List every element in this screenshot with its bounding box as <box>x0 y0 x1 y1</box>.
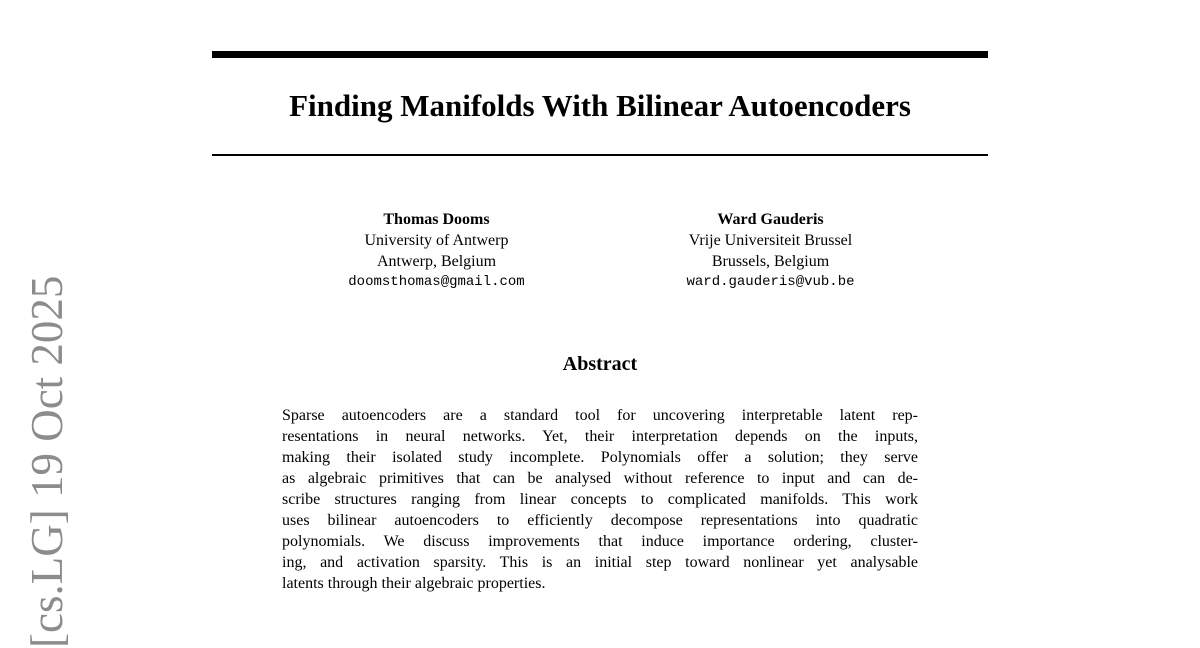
abstract-body <box>282 405 918 594</box>
abstract-line: ing, and activation sparsity. This is an initial step toward nonlinear yet analysable <box>282 554 918 571</box>
abstract-line: scribe structures ranging from linear concepts to complicated manifolds. This work <box>282 491 918 508</box>
author-block-2 <box>634 209 907 293</box>
author-name: Thomas Dooms <box>383 211 490 228</box>
abstract-line: latents through their algebraic properties. <box>282 575 546 592</box>
abstract-heading: Abstract <box>562 353 638 375</box>
author-email: doomsthomas@gmail.com <box>348 274 525 290</box>
author-location: Antwerp, Belgium <box>376 253 497 270</box>
paper-title: Finding Manifolds With Bilinear Autoencoders <box>289 88 911 123</box>
abstract-line: polynomials. We discuss improvements that induce importance ordering, cluster- <box>282 533 918 550</box>
author-name: Ward Gauderis <box>717 211 824 228</box>
title-top-rule <box>212 51 988 58</box>
author-affiliation: University of Antwerp <box>364 232 509 249</box>
abstract-line: uses bilinear autoencoders to efficiently decompose representations into quadratic <box>282 512 918 529</box>
title-bottom-rule <box>212 154 988 156</box>
author-email: ward.gauderis@vub.be <box>686 274 855 290</box>
abstract-line: resentations in neural networks. Yet, their interpretation depends on the inputs, <box>282 428 918 445</box>
abstract-line: Sparse autoencoders are a standard tool for uncovering interpretable latent rep- <box>282 407 918 424</box>
author-block-1 <box>300 209 573 293</box>
author-location: Brussels, Belgium <box>711 253 830 270</box>
abstract-line: as algebraic primitives that can be analysed without reference to input and can de- <box>282 470 918 487</box>
arxiv-stamp: [cs.LG] 19 Oct 2025 <box>22 275 72 648</box>
author-affiliation: Vrije Universiteit Brussel <box>688 232 853 249</box>
abstract-line: making their isolated study incomplete. Polynomials offer a solution; they serve <box>282 449 918 466</box>
